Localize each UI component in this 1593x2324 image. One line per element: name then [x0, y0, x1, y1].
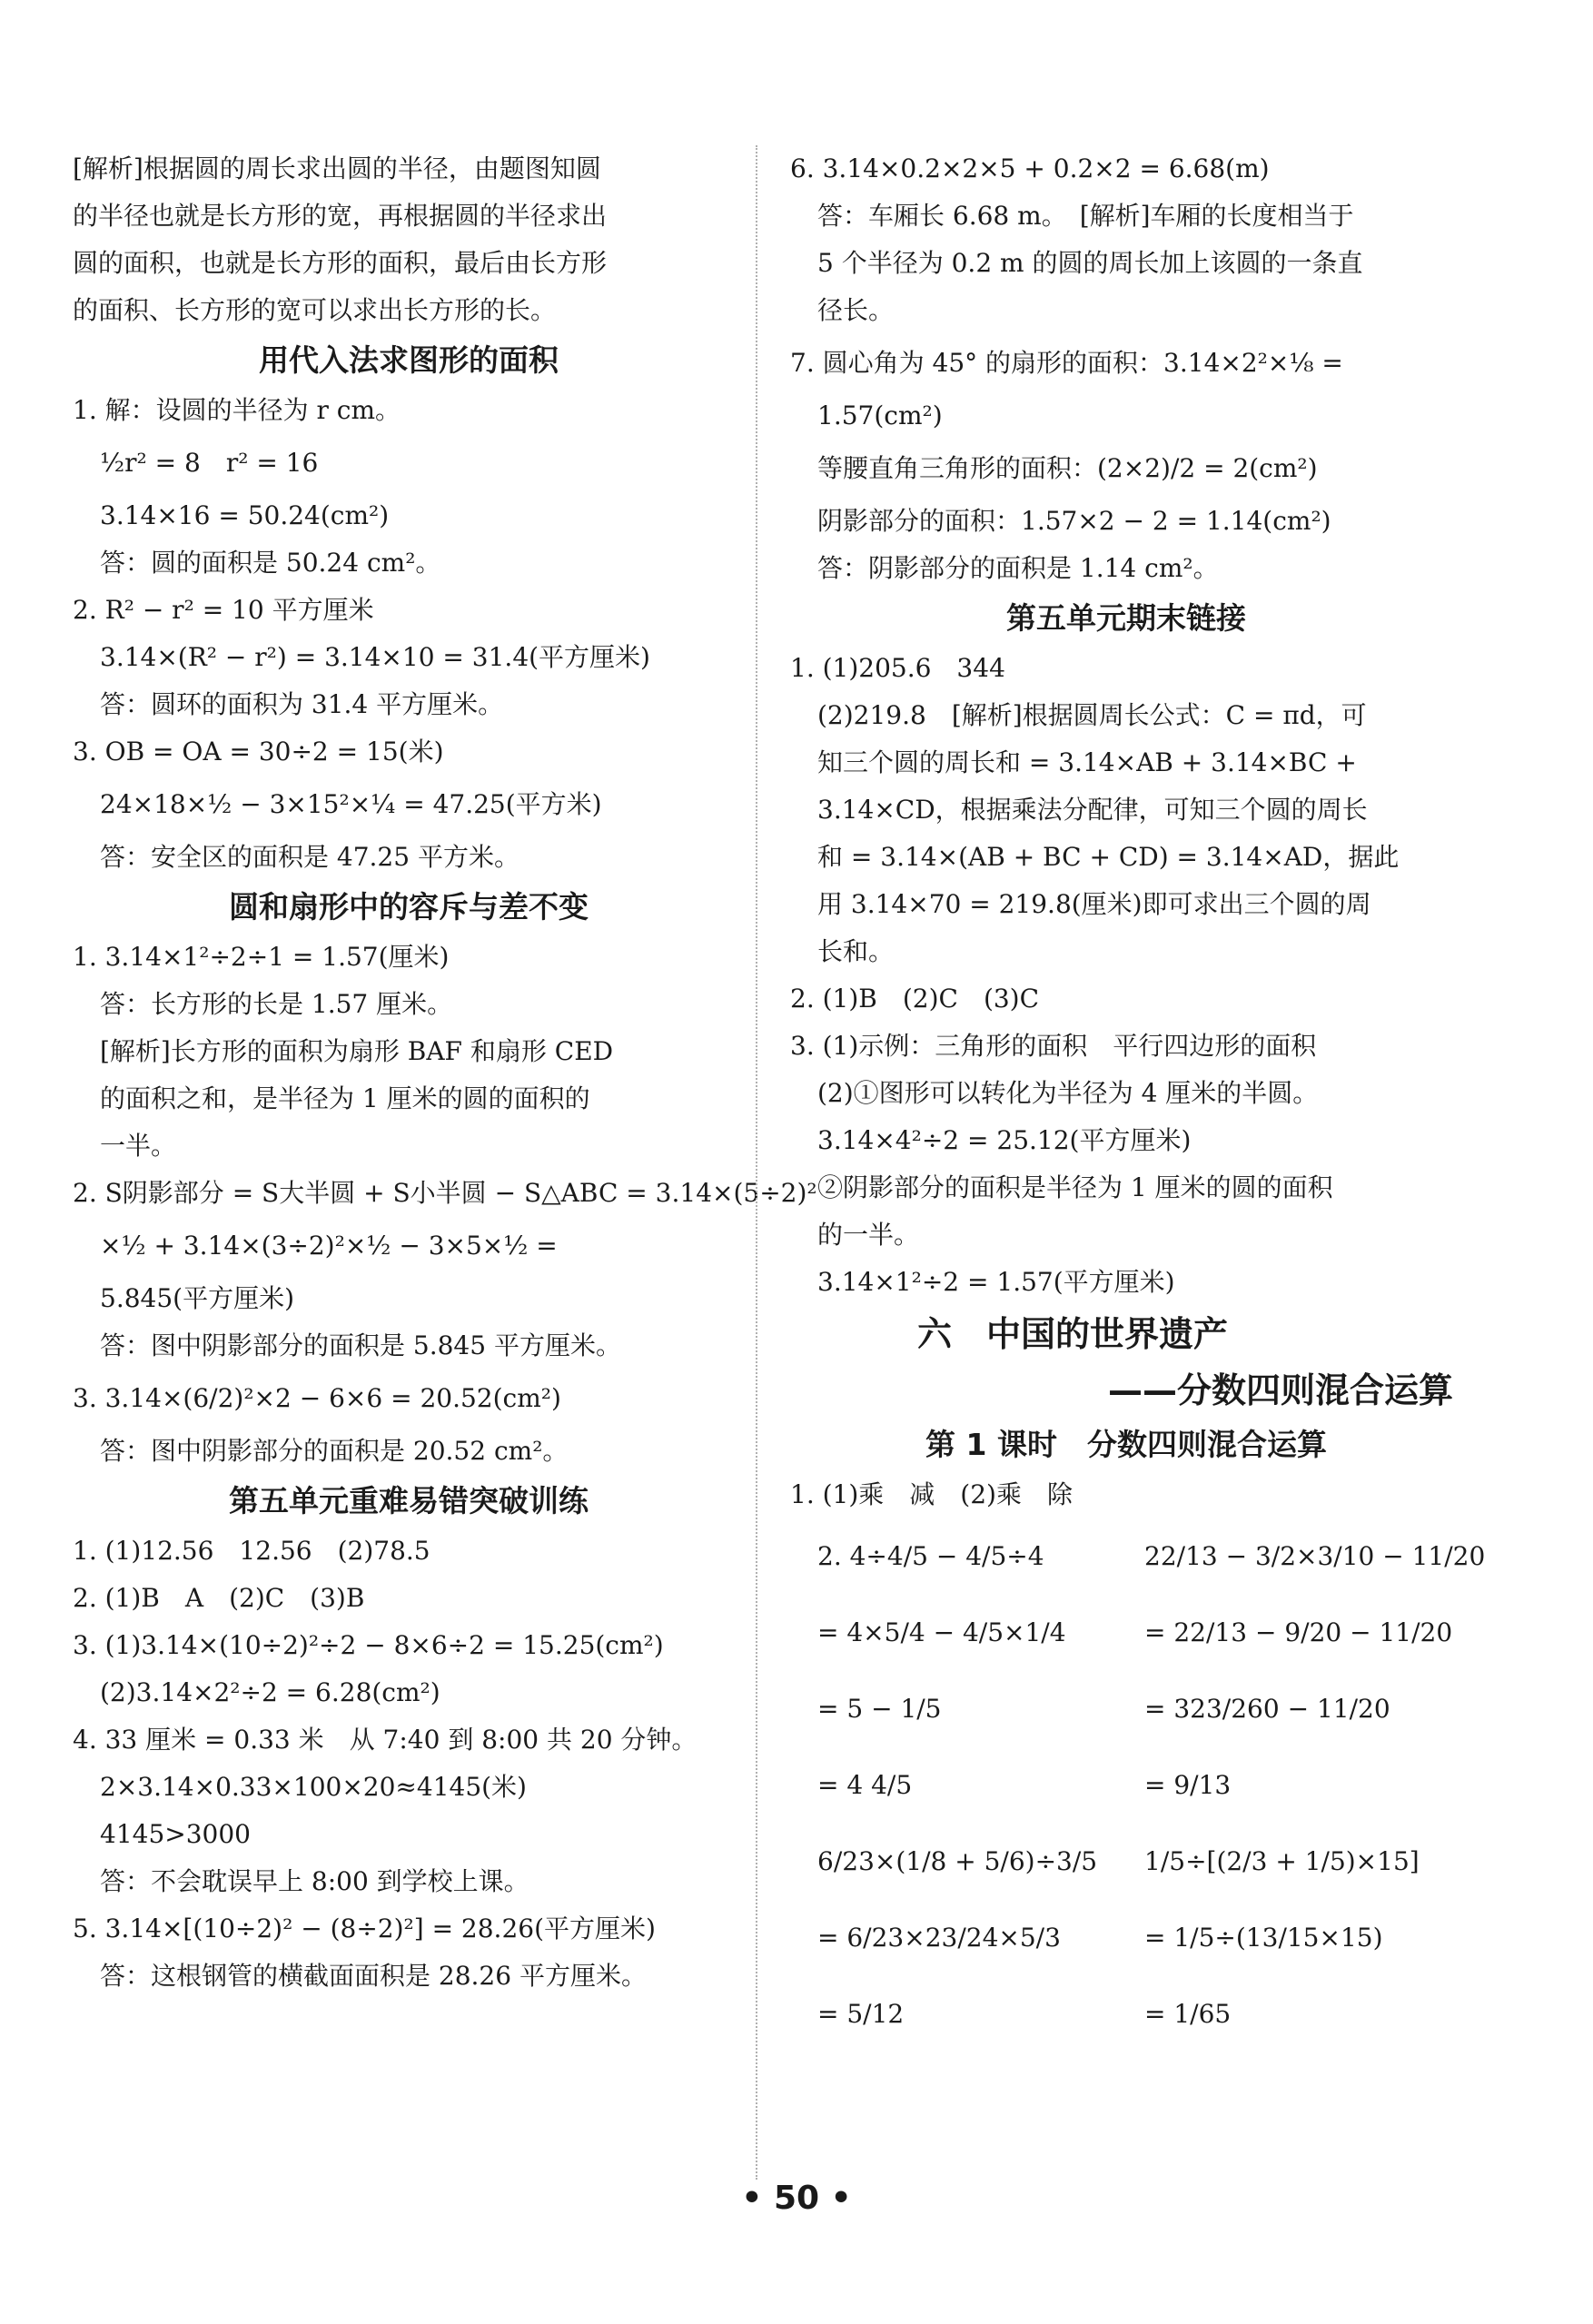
unit-subtitle: ——分数四则混合运算: [1107, 1370, 1453, 1410]
text-line: 1. (1)12.56 12.56 (2)78.5: [73, 1536, 430, 1566]
text-line: 答：不会耽误早上 8:00 到学校上课。: [100, 1866, 529, 1896]
text-line: 6. 3.14×0.2×2×5 + 0.2×2 = 6.68(m): [790, 153, 1270, 183]
text-line: 答：安全区的面积是 47.25 平方米。: [100, 842, 519, 872]
math-line: 3. 3.14×(6/2)²×2 − 6×6 = 20.52(cm²): [73, 1383, 561, 1413]
text-line: 1. (1)205.6 344: [790, 653, 1005, 683]
text-line: 3.14×16 = 50.24(cm²): [100, 500, 390, 530]
right-column: [790, 145, 1486, 2052]
left-column: [73, 145, 817, 2000]
calc-left: = 4×5/4 − 4/5×1/4: [817, 1617, 1066, 1647]
section-heading: 第五单元重难易错突破训练: [229, 1483, 589, 1518]
text-line: 的面积之和，是半径为 1 厘米的圆的面积的: [100, 1083, 590, 1113]
text-line: 3.14×1²÷2 = 1.57(平方厘米): [817, 1267, 1175, 1297]
text-line: 3.14×(R² − r²) = 3.14×10 = 31.4(平方厘米): [100, 642, 650, 672]
text-line: (2)219.8 [解析]根据圆周长公式：C = πd，可: [817, 700, 1367, 730]
text-line: 4145>3000: [100, 1819, 251, 1849]
math-line: 24×18×½ − 3×15²×¼ = 47.25(平方米): [100, 789, 602, 819]
text-line: 答：长方形的长是 1.57 厘米。: [100, 989, 453, 1019]
text-line: 3. OB = OA = 30÷2 = 15(米): [73, 737, 444, 766]
calc-right: = 1/65: [1144, 1999, 1232, 2029]
text-line: 1. 3.14×1²÷2÷1 = 1.57(厘米): [73, 942, 450, 972]
calc-row: [790, 1595, 1462, 1671]
text-line: 和 = 3.14×(AB + BC + CD) = 3.14×AD，据此: [817, 842, 1400, 872]
calc-left: 6/23×(1/8 + 5/6)÷3/5: [817, 1846, 1098, 1876]
text-line: 2. (1)B (2)C (3)C: [790, 984, 1040, 1014]
calc-row: [790, 1518, 1486, 1595]
text-line: 1. 解：设圆的半径为 r cm。: [73, 395, 401, 425]
text-line: 4. 33 厘米 = 0.33 米 从 7:40 到 8:00 共 20 分钟。: [73, 1725, 698, 1755]
calc-right: 1/5÷[(2/3 + 1/5)×15]: [1144, 1846, 1420, 1876]
text-line: 答：阴影部分的面积是 1.14 cm²。: [817, 553, 1219, 583]
page-number: • 50 •: [741, 2180, 852, 2217]
text-line: (2)3.14×2²÷2 = 6.28(cm²): [100, 1677, 440, 1707]
text-line: 3.14×CD，根据乘法分配律，可知三个圆的周长: [817, 795, 1368, 825]
text-line: 5 个半径为 0.2 m 的圆的周长加上该圆的一条直: [817, 248, 1363, 278]
column-divider: [756, 145, 757, 2180]
calc-right: = 9/13: [1144, 1770, 1232, 1800]
section-heading: 用代入法求图形的面积: [259, 342, 559, 378]
text-line: [解析]根据圆的周长求出圆的半径，由题图知圆: [73, 153, 601, 183]
text-line: 2. (1)B A (2)C (3)B: [73, 1583, 365, 1613]
text-line: ②阴影部分的面积是半径为 1 厘米的圆的面积: [817, 1172, 1333, 1202]
calc-row: [790, 1900, 1462, 1976]
calc-left: = 6/23×23/24×5/3: [817, 1923, 1061, 1953]
text-line: 长和。: [817, 936, 895, 966]
section-heading: 圆和扇形中的容斥与差不变: [229, 889, 589, 925]
calc-left: = 4 4/5: [817, 1770, 913, 1800]
text-line: 圆的面积，也就是长方形的面积，最后由长方形: [73, 248, 608, 278]
text-line: 知三个圆的周长和 = 3.14×AB + 3.14×BC +: [817, 747, 1357, 777]
calc-left: 2. 4÷4/5 − 4/5÷4: [817, 1541, 1044, 1571]
calc-left: = 5 − 1/5: [817, 1694, 942, 1724]
text-line: 一半。: [100, 1131, 177, 1161]
text-line: (2)①图形可以转化为半径为 4 厘米的半圆。: [817, 1078, 1319, 1108]
text-line: 用 3.14×70 = 219.8(厘米)即可求出三个圆的周: [817, 889, 1371, 919]
text-line: 答：圆的面积是 50.24 cm²。: [100, 548, 441, 578]
text-line: 阴影部分的面积：1.57×2 − 2 = 1.14(cm²): [817, 506, 1331, 536]
text-line: 的面积、长方形的宽可以求出长方形的长。: [73, 295, 557, 325]
text-line: 2. R² − r² = 10 平方厘米: [73, 595, 374, 625]
unit-title: 六 中国的世界遗产: [917, 1314, 1229, 1354]
calc-row: [790, 1976, 1462, 2052]
section-heading: 第五单元期末链接: [1006, 600, 1246, 636]
text-line: 1.57(cm²): [817, 401, 943, 430]
text-line: 5.845(平方厘米): [100, 1283, 295, 1313]
calc-right: = 323/260 − 11/20: [1144, 1694, 1390, 1724]
calc-row: [790, 1747, 1462, 1824]
text-line: 的一半。: [817, 1220, 920, 1250]
math-line: 7. 圆心角为 45° 的扇形的面积：3.14×2²×⅛ =: [790, 348, 1343, 378]
text-line: 答：圆环的面积为 31.4 平方厘米。: [100, 689, 504, 719]
lesson-heading: 第 1 课时 分数四则混合运算: [925, 1427, 1327, 1462]
text-line: 3.14×4²÷2 = 25.12(平方厘米): [817, 1125, 1192, 1155]
text-line: 3. (1)3.14×(10÷2)²÷2 − 8×6÷2 = 15.25(cm²): [73, 1630, 664, 1660]
text-line: 答：图中阴影部分的面积是 5.845 平方厘米。: [100, 1330, 621, 1360]
math-line: 等腰直角三角形的面积：(2×2)/2 = 2(cm²): [817, 453, 1318, 483]
calc-row: [790, 1824, 1462, 1900]
text-line: 答：这根钢管的横截面面积是 28.26 平方厘米。: [100, 1961, 647, 1991]
calc-right: = 1/5÷(13/15×15): [1144, 1923, 1383, 1953]
text-line: 5. 3.14×[(10÷2)² − (8÷2)²] = 28.26(平方厘米): [73, 1914, 656, 1943]
text-line: 的半径也就是长方形的宽，再根据圆的半径求出: [73, 201, 608, 231]
text-line: 径长。: [817, 295, 895, 325]
math-line: ×½ + 3.14×(3÷2)²×½ − 3×5×½ =: [100, 1231, 558, 1261]
text-line: 答：车厢长 6.68 m。 [解析]车厢的长度相当于: [817, 201, 1354, 231]
text-line: 2. S阴影部分 = S大半圆 + S小半圆 − S△ABC = 3.14×(5÷2)²: [73, 1178, 817, 1208]
calc-right: = 22/13 − 9/20 − 11/20: [1144, 1617, 1453, 1647]
text-line: 答：图中阴影部分的面积是 20.52 cm²。: [100, 1436, 569, 1466]
calc-row: [790, 1671, 1462, 1747]
text-line: 3. (1)示例：三角形的面积 平行四边形的面积: [790, 1031, 1317, 1061]
text-line: [解析]长方形的面积为扇形 BAF 和扇形 CED: [100, 1036, 614, 1066]
calc-right: 22/13 − 3/2×3/10 − 11/20: [1144, 1541, 1486, 1571]
text-line: 1. (1)乘 减 (2)乘 除: [790, 1479, 1073, 1509]
calc-left: = 5/12: [817, 1999, 905, 2029]
text-line: 2×3.14×0.33×100×20≈4145(米): [100, 1772, 527, 1802]
math-line: ½r² = 8 r² = 16: [100, 448, 319, 478]
